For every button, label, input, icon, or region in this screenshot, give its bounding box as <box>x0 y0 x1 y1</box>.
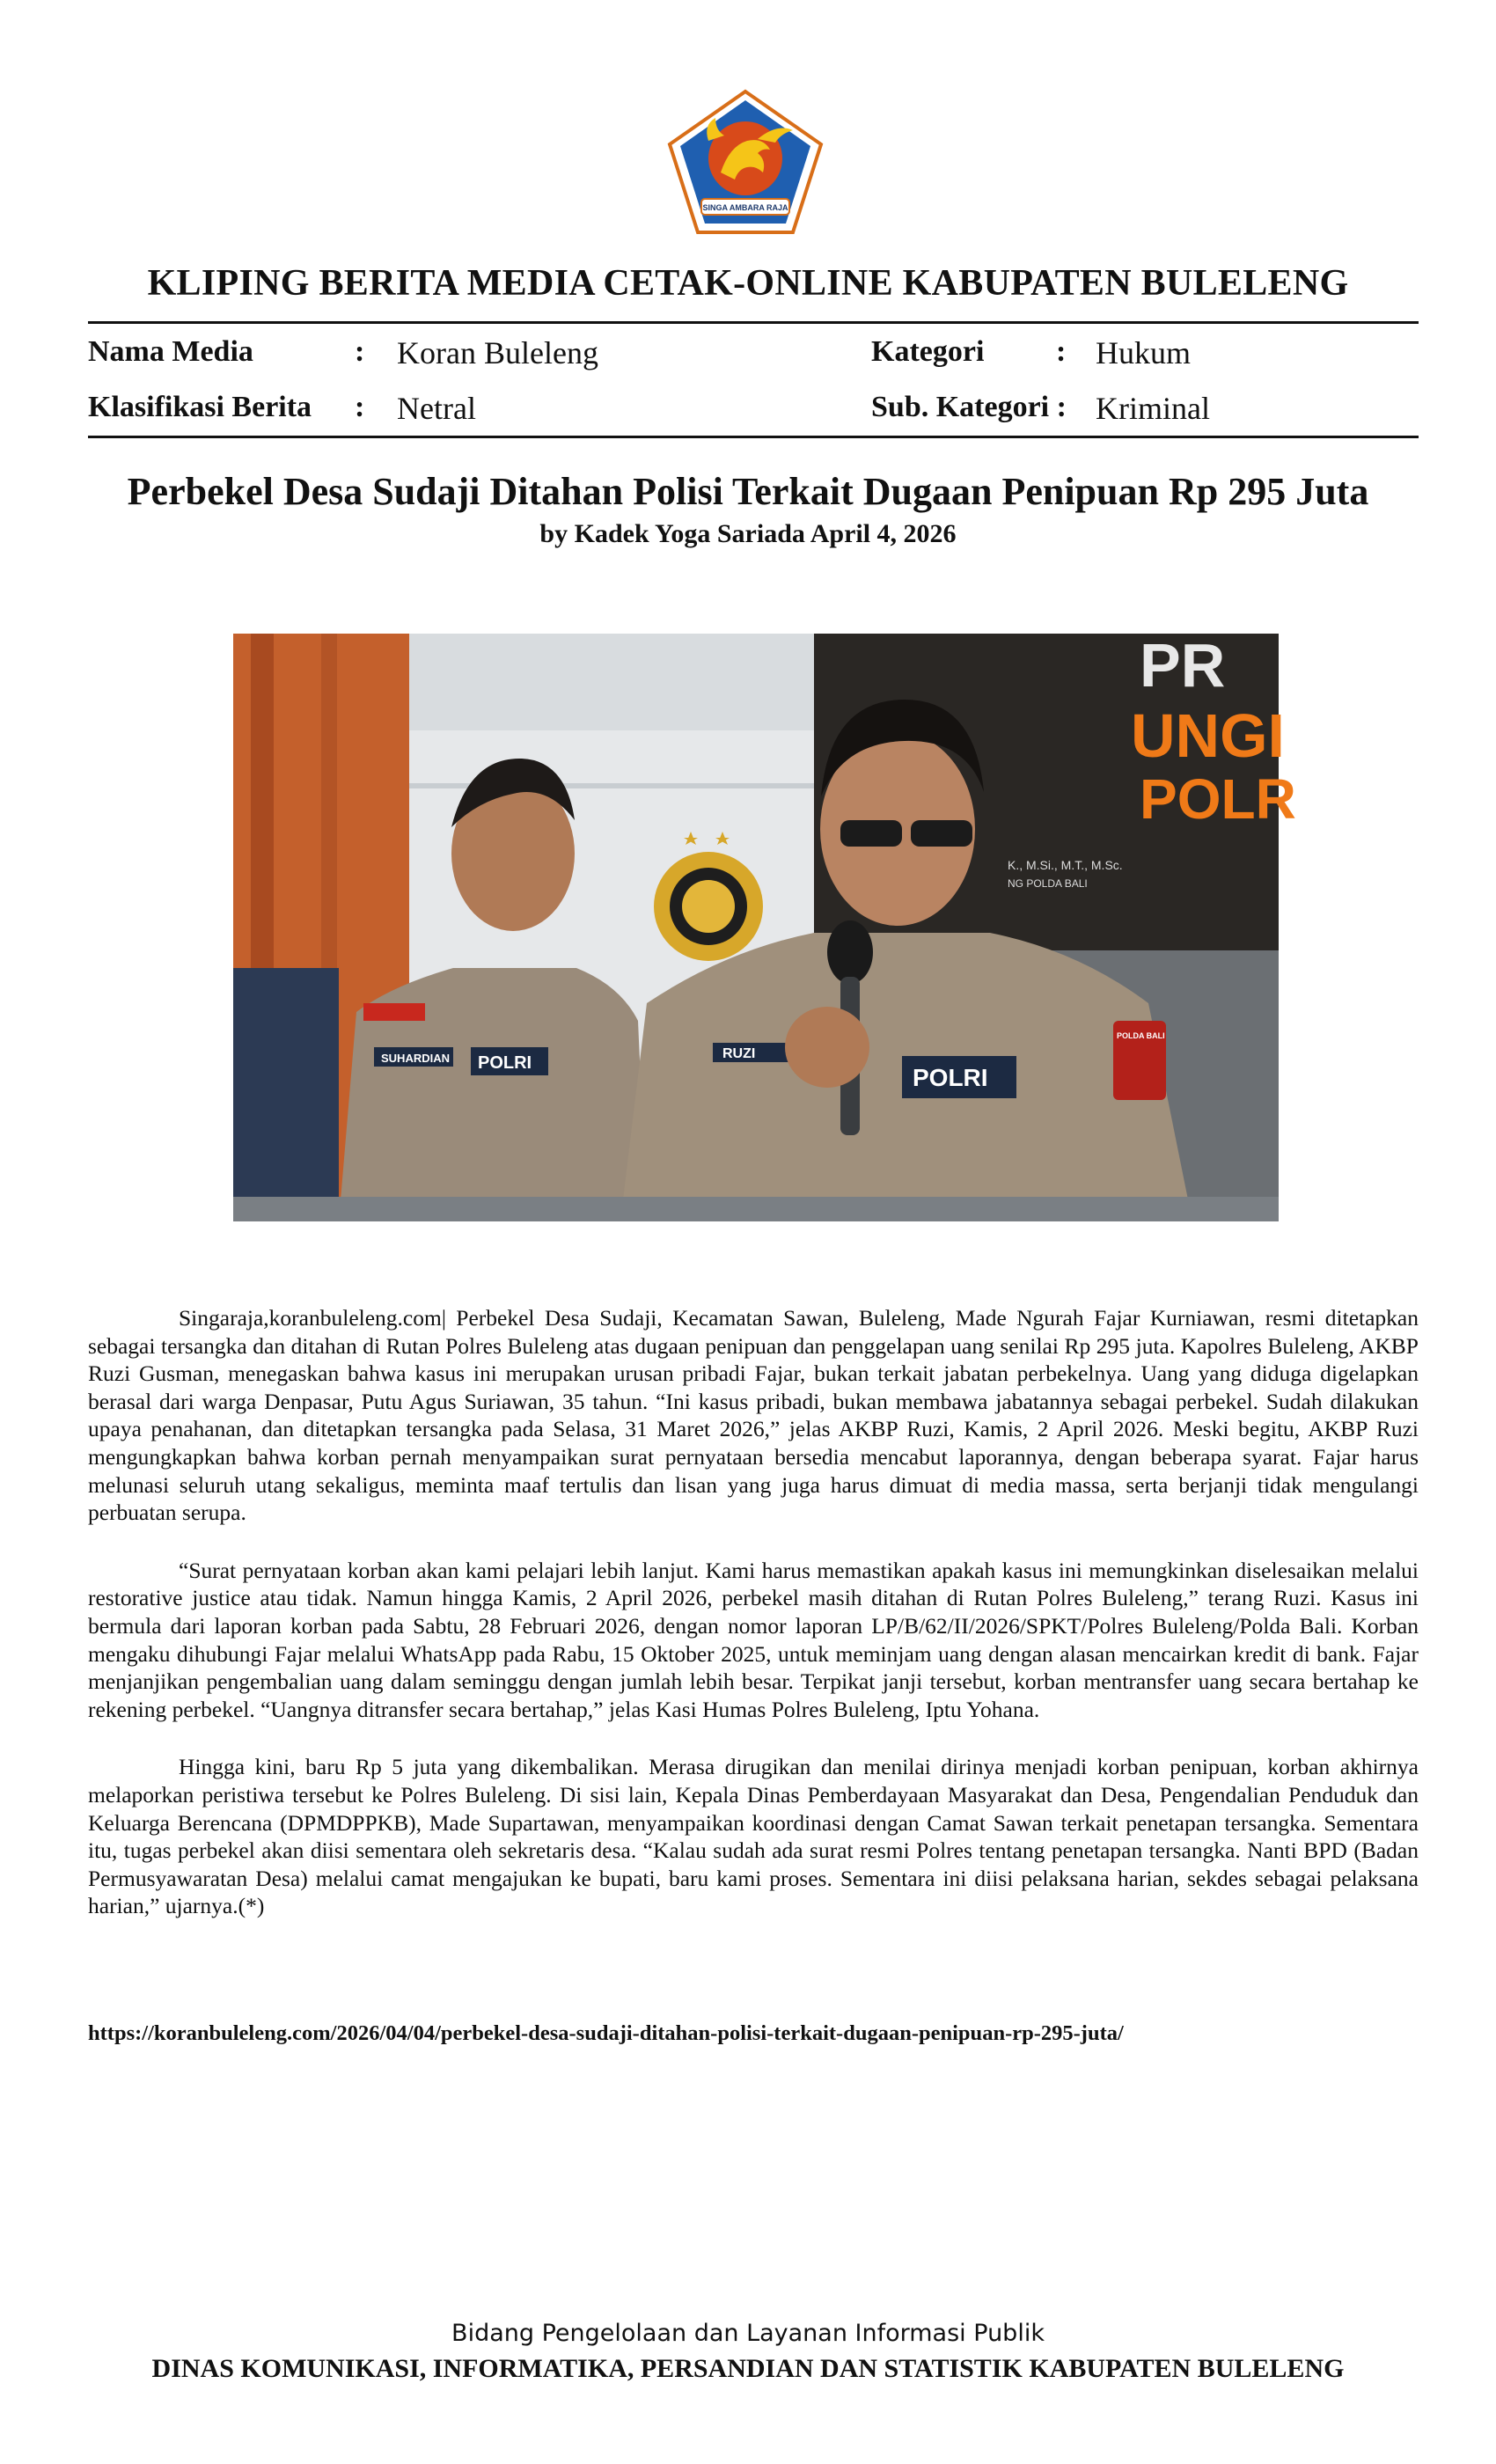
article-body <box>88 1304 1419 1950</box>
paragraph-3: Hingga kini, baru Rp 5 juta yang dikembalikan. Merasa dirugikan dan menilai dirinya menjadi korban penipuan, korban akhirnya melaporkan peristiwa tersebut ke Polres Buleleng. Di sisi lain, Kepala Dinas Pemberdayaan Masyarakat dan Desa, Pengendalian Penduduk dan Keluarga Berencana (DPMDPPKB), Made Supartawan, menyampaikan koordinasi dengan Camat Sawan terkait penetapan tersangka. Sementara itu, tugas perbekel akan diisi sementara oleh sekretaris desa. “Kalau sudah ada surat resmi Polres tentang penetapan tersangka. Nanti BPD (Badan Permusyawaratan Desa) melalui camat mengajukan ke bupati, baru kami proses. Sementara ini diisi pelaksana harian, sekdes sebagai pelaksana harian,” ujarnya.(*) <box>88 1754 1419 1919</box>
top-rule <box>88 321 1419 324</box>
footer-unit: Bidang Pengelolaan dan Layanan Informasi Publik <box>451 2320 1045 2347</box>
paragraph-2: “Surat pernyataan korban akan kami pelajari lebih lanjut. Kami harus memastikan apakah kasus ini memungkinkan diselesaikan melalui restorative justice atau tidak. Namun hingga Kamis, 2 April 2026, perbekel masih ditahan di Rutan Polres Buleleng,” terang Ruzi. Kasus ini bermula dari laporan korban pada Sabtu, 28 Februari 2026, dengan nomor laporan LP/B/62/II/2026/SPKT/Polres Buleleng/Polda Bali. Korban mengaku dihubungi Fajar melalui WhatsApp pada Rabu, 15 Oktober 2025, untuk meminjam uang dengan alasan mencairkan kredit di bank. Fajar menjanjikan pengembalian uang dalam seminggu dengan jumlah lebih besar. Terpikat janji tersebut, korban mentransfer uang secara bertahap ke rekening perbekel. “Uangnya ditransfer secara bertahap,” jelas Kasi Humas Polres Buleleng, Iptu Yohana. <box>88 1557 1419 1722</box>
klasifikasi-colon: : <box>355 391 365 423</box>
svg-text:SINGA AMBARA RAJA: SINGA AMBARA RAJA <box>702 203 788 212</box>
svg-text:K., M.Si., M.T., M.Sc.: K., M.Si., M.T., M.Sc. <box>1008 858 1123 872</box>
source-url[interactable]: https://koranbuleleng.com/2026/04/04/perbekel-desa-sudaji-ditahan-polisi-terkait-dugaan-penipuan-rp-295-juta/ <box>88 2021 1124 2045</box>
kategori-label: Kategori <box>871 335 985 368</box>
svg-text:POLRI: POLRI <box>913 1064 988 1091</box>
media-label: Nama Media <box>88 335 253 368</box>
svg-text:POLR: POLR <box>1140 767 1296 831</box>
svg-text:PR: PR <box>1140 631 1226 700</box>
media-value: Koran Buleleng <box>397 335 598 370</box>
svg-text:POLRI: POLRI <box>478 1053 532 1073</box>
svg-text:UNGI: UNGI <box>1131 701 1285 770</box>
svg-text:POLDA BALI: POLDA BALI <box>1117 1031 1165 1040</box>
klasifikasi-label: Klasifikasi Berita <box>88 391 312 423</box>
paragraph-1: Singaraja,koranbuleleng.com| Perbekel Desa Sudaji, Kecamatan Sawan, Buleleng, Made Ngurah Fajar Kurniawan, resmi ditetapkan sebagai tersangka dan ditahan di Rutan Polres Buleleng atas dugaan penipuan dan penggelapan uang senilai Rp 295 juta. Kapolres Buleleng, AKBP Ruzi Gusman, menegaskan bahwa kasus ini merupakan urusan pribadi Fajar, bukan terkait jabatan perbekelnya. Uang yang diduga digelapkan berasal dari warga Denpasar, Putu Agus Suriawan, 35 tahun. “Ini kasus pribadi, bukan membawa jabatannya sebagai perbekel. Sudah dilakukan upaya penahanan, dan ditetapkan tersangka pada Selasa, 31 Maret 2026,” jelas AKBP Ruzi, Kamis, 2 April 2026. Meski begitu, AKBP Ruzi mengungkapkan bahwa korban pernah menyampaikan surat pernyataan bersedia mencabut laporannya, dengan beberapa syarat. Fajar harus melunasi seluruh utang sekaligus, meminta maaf tertulis dan lisan yang juga harus dimuat di media massa, serta berjanji tidak mengulangi perbuatan serupa. <box>88 1305 1419 1526</box>
svg-text:NG POLDA BALI: NG POLDA BALI <box>1008 877 1088 890</box>
bottom-rule <box>88 436 1419 438</box>
media-colon: : <box>355 335 365 368</box>
document-title: KLIPING BERITA MEDIA CETAK-ONLINE KABUPATEN BULELENG <box>147 263 1349 304</box>
kategori-colon: : <box>1056 335 1067 368</box>
article-headline: Perbekel Desa Sudaji Ditahan Polisi Terkait Dugaan Penipuan Rp 295 Juta <box>127 470 1369 513</box>
svg-text:RUZI: RUZI <box>722 1046 756 1061</box>
buleleng-logo <box>666 88 825 236</box>
article-photo <box>233 631 1296 1221</box>
article-byline: by Kadek Yoga Sariada April 4, 2026 <box>539 519 957 548</box>
subkategori-value: Kriminal <box>1096 391 1210 426</box>
subkategori-label: Sub. Kategori : <box>871 391 1067 423</box>
klasifikasi-value: Netral <box>397 391 476 426</box>
kategori-value: Hukum <box>1096 335 1191 370</box>
footer-agency: DINAS KOMUNIKASI, INFORMATIKA, PERSANDIAN DAN STATISTIK KABUPATEN BULELENG <box>151 2354 1345 2383</box>
svg-text:SUHARDIAN: SUHARDIAN <box>381 1052 450 1065</box>
